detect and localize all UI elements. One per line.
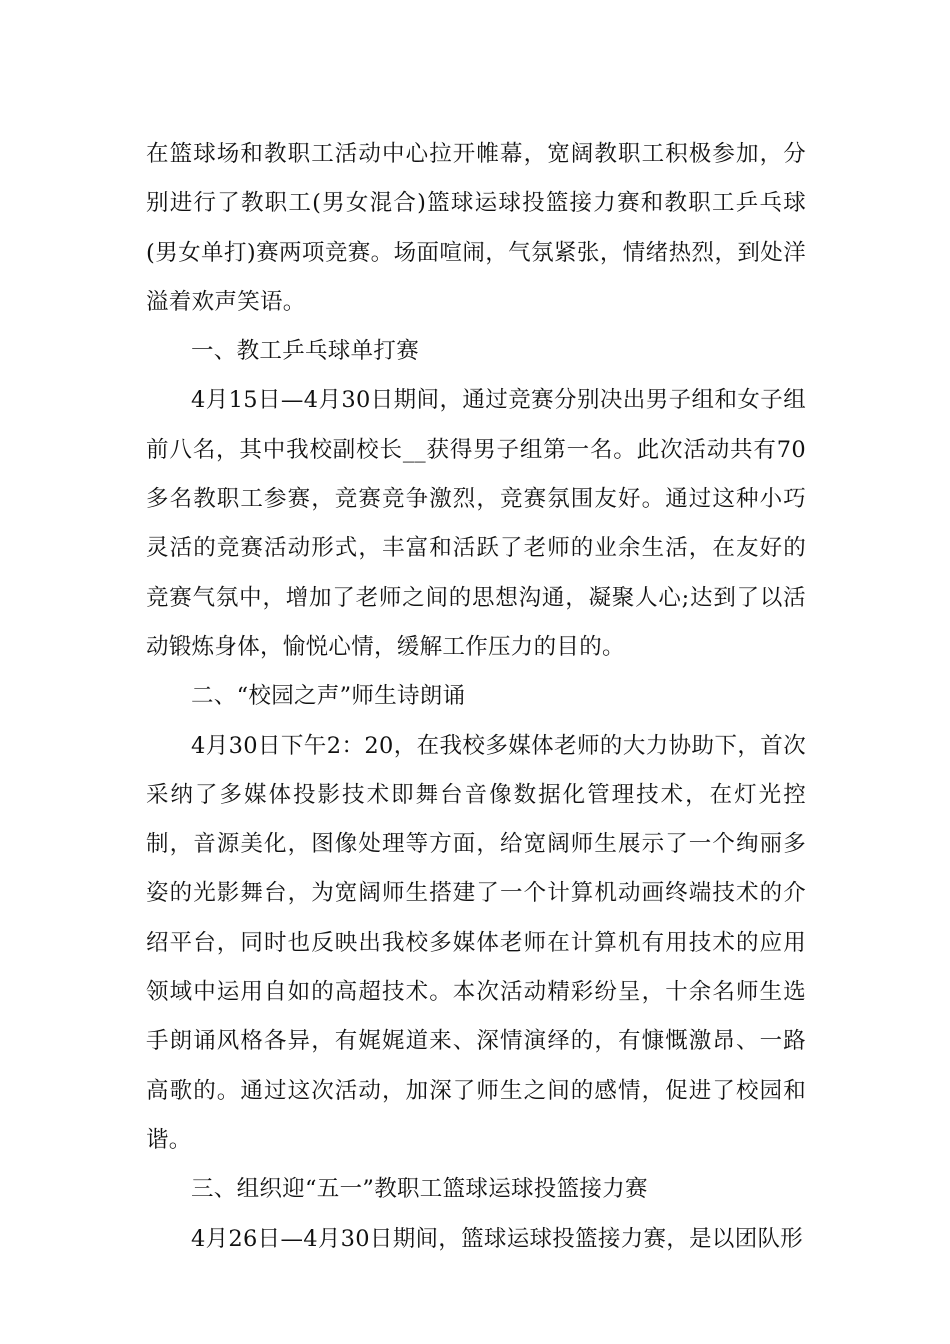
paragraph-opening: 在篮球场和教职工活动中心拉开帷幕，宽阔教职工积极参加，分别进行了教职工(男女混合)篮球运球投篮接力赛和教职工乒乓球(男女单打)赛两项竞赛。场面喧闹，气氛紧张，情绪热烈，到处洋溢着欢声笑语。 [146,141,806,315]
document-body [146,130,806,1264]
section-heading-poetry-recital: 二、“校园之声”师生诗朗诵 [191,683,466,710]
paragraph-table-tennis: 4月15日—4月30日期间，通过竞赛分别决出男子组和女子组前八名，其中我校副校长__获得男子组第一名。此次活动共有70多名教职工参赛，竞赛竞争激烈，竞赛氛围友好。通过这种小巧灵活的竞赛活动形式，丰富和活跃了老师的业余生活，在友好的竞赛气氛中，增加了老师之间的思想沟通，凝聚人心;达到了以活动锻炼身体，愉悦心情，缓解工作压力的目的。 [146,387,806,660]
paragraph-basketball-relay: 4月26日—4月30日期间，篮球运球投篮接力赛，是以团队形 [191,1225,804,1252]
section-heading-table-tennis: 一、教工乒乓球单打赛 [191,338,420,365]
section-heading-basketball-relay: 三、组织迎“五一”教职工篮球运球投篮接力赛 [191,1176,648,1203]
paragraph-poetry-recital: 4月30日下午2：20，在我校多媒体老师的大力协助下，首次采纳了多媒体投影技术即舞台音像数据化管理技术，在灯光控制，音源美化，图像处理等方面，给宽阔师生展示了一个绚丽多姿的光影舞台，为宽阔师生搭建了一个计算机动画终端技术的介绍平台，同时也反映出我校多媒体老师在计算机有用技术的应用领域中运用自如的高超技术。本次活动精彩纷呈，十余名师生选手朗诵风格各异，有娓娓道来、深情演绎的，有慷慨激昂、一路高歌的。通过这次活动，加深了师生之间的感情，促进了校园和谐。 [146,732,806,1153]
